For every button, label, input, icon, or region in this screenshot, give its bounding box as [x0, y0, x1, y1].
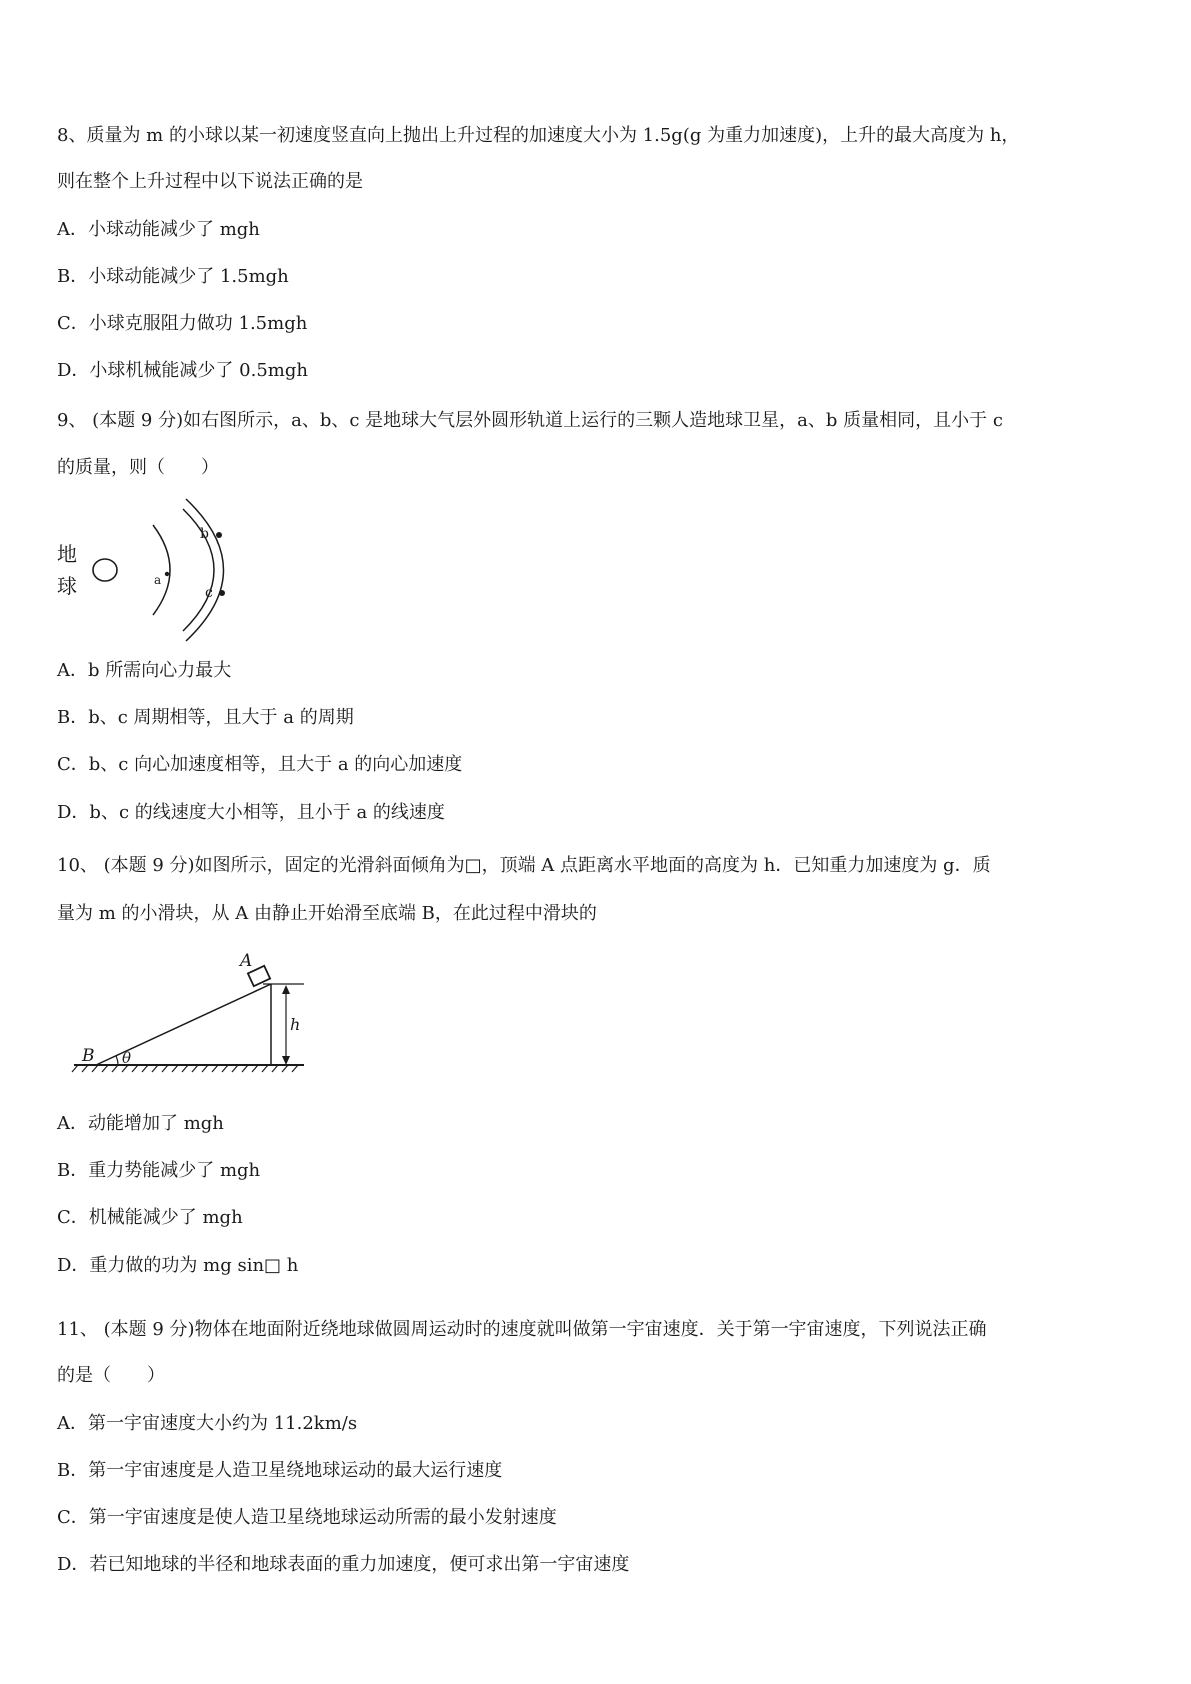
q10-stem-line2: 量为 m 的小滑块，从 A 由静止开始滑至底端 B，在此过程中滑块的 [57, 903, 597, 924]
label-A: A [240, 951, 253, 971]
label-h: h [290, 1015, 301, 1034]
earth-label-qiu: 球 [57, 574, 77, 598]
earth-label-di: 地 [57, 542, 77, 566]
satellite-b-label: b [200, 526, 209, 542]
satellite-a-label: a [154, 573, 162, 587]
satellite-b-dot [216, 532, 222, 538]
height-arrow-up [282, 985, 290, 994]
q11-option-d: D．若已知地球的半径和地球表面的重力加速度，便可求出第一宇宙速度 [57, 1554, 630, 1575]
incline-figure [68, 948, 313, 1084]
satellite-a-dot [165, 572, 169, 576]
q8-stem-line2: 则在整个上升过程中以下说法正确的是 [57, 171, 363, 192]
satellite-orbit-figure [55, 495, 245, 643]
satellite-c-label: c [205, 585, 213, 601]
q9-option-a: A．b 所需向心力最大 [57, 660, 232, 681]
orbit-outer-bc [186, 499, 224, 641]
q8-option-d: D．小球机械能减少了 0.5mgh [57, 360, 308, 381]
q10-option-a: A．动能增加了 mgh [57, 1113, 224, 1134]
earth-circle [93, 559, 117, 581]
q11-stem-line1: 11、 (本题 9 分)物体在地面附近绕地球做圆周运动时的速度就叫做第一宇宙速度．关于第一宇宙速度，下列说法正确 [57, 1319, 987, 1340]
q11-option-b: B．第一宇宙速度是人造卫星绕地球运动的最大运行速度 [57, 1460, 503, 1481]
q11-option-c: C．第一宇宙速度是使人造卫星绕地球运动所需的最小发射速度 [57, 1507, 557, 1528]
q8-stem-line1: 8、质量为 m 的小球以某一初速度竖直向上抛出上升过程的加速度大小为 1.5g(g 为重力加速度)，上升的最大高度为 h， [57, 125, 1020, 146]
ground-hatch [72, 1065, 298, 1072]
q10-option-b: B．重力势能减少了 mgh [57, 1160, 261, 1181]
q10-option-c: C．机械能减少了 mgh [57, 1207, 243, 1228]
q9-stem-line2: 的质量，则（ ） [57, 457, 219, 478]
q8-option-a: A．小球动能减少了 mgh [57, 219, 260, 240]
q9-option-c: C．b、c 向心加速度相等，且大于 a 的向心加速度 [57, 754, 463, 775]
label-B: B [82, 1046, 95, 1066]
q8-option-b: B．小球动能减少了 1.5mgh [57, 266, 289, 287]
label-theta: θ [122, 1049, 132, 1067]
q11-option-a: A．第一宇宙速度大小约为 11.2km/s [57, 1413, 358, 1434]
height-arrow-down [282, 1056, 290, 1065]
q10-stem-line1: 10、 (本题 9 分)如图所示，固定的光滑斜面倾角为□，顶端 A 点距离水平地面的高度为 h．已知重力加速度为 g．质 [57, 855, 991, 876]
angle-arc [116, 1056, 118, 1065]
q9-option-b: B．b、c 周期相等，且大于 a 的周期 [57, 707, 354, 728]
q9-stem-line1: 9、 (本题 9 分)如右图所示，a、b、c 是地球大气层外圆形轨道上运行的三颗人造地球卫星，a、b 质量相同，且小于 c [57, 410, 1003, 431]
q8-option-c: C．小球克服阻力做功 1.5mgh [57, 313, 308, 334]
q9-option-d: D．b、c 的线速度大小相等，且小于 a 的线速度 [57, 802, 445, 823]
q11-stem-line2: 的是（ ） [57, 1365, 165, 1386]
q10-option-d: D．重力做的功为 mg sin□ h [57, 1255, 299, 1276]
orbit-a [153, 525, 170, 615]
satellite-c-dot [219, 590, 225, 596]
